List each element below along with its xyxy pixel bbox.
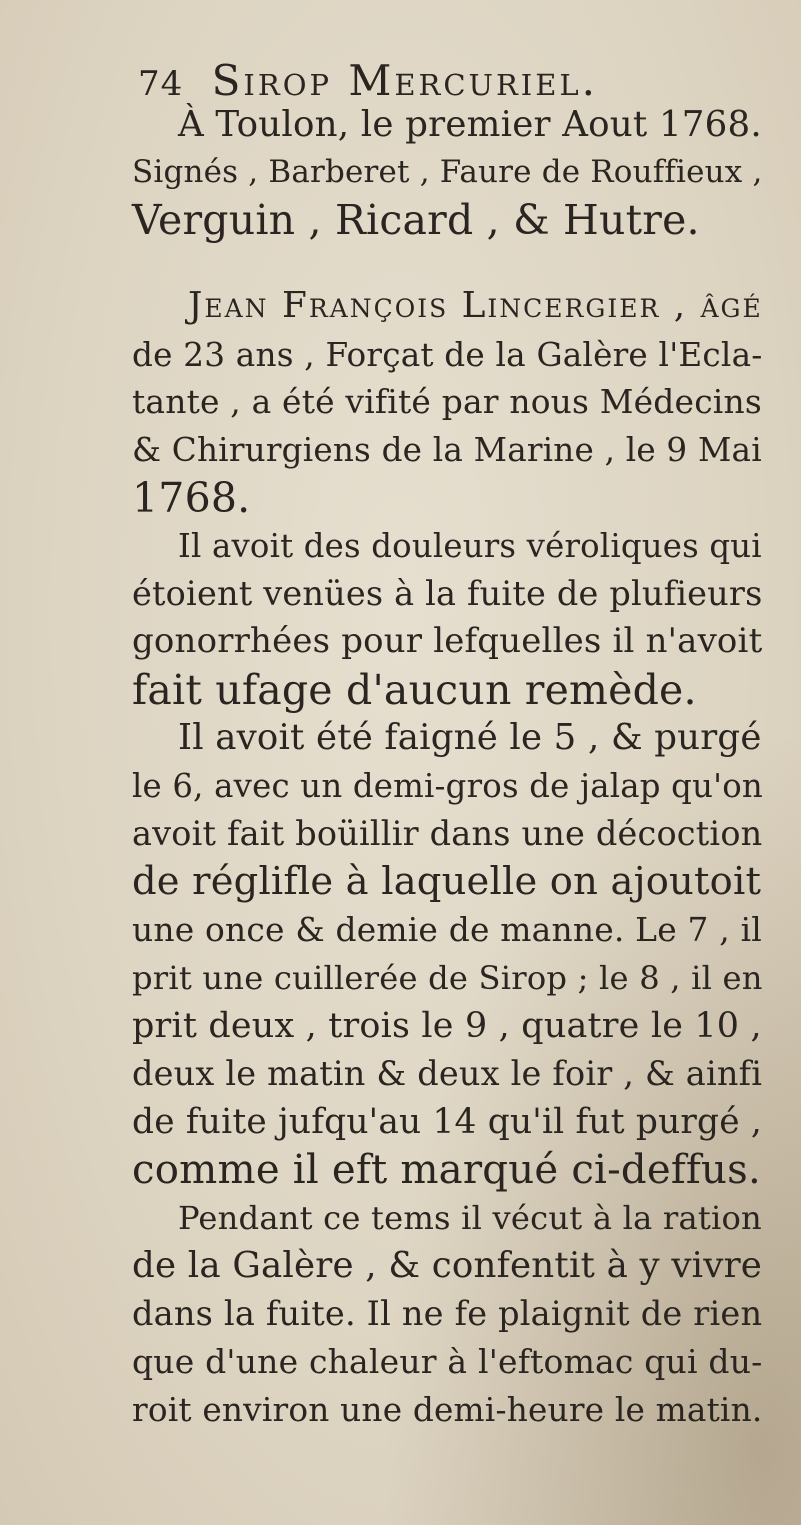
text-line: prit deux , trois le 9 , quatre le 10 , (132, 1006, 762, 1046)
text-line: À Toulon, le premier Aout 1768. (178, 104, 762, 145)
text-line: comme il eft marqué ci-deffus. (132, 1147, 761, 1193)
text-line: de fuite jufqu'au 14 qu'il fut purgé , (132, 1102, 763, 1142)
text-line: de la Galère , & confentit à y vivre (132, 1245, 763, 1286)
text-line: Pendant ce tems il vécut à la ration (178, 1199, 762, 1237)
text-line: prit une cuillerée de Sirop ; le 8 , il en (132, 959, 763, 997)
text-line: deux le matin & deux le foir , & ainfi (132, 1054, 763, 1093)
text-line: Il avoit été faigné le 5 , & purgé (178, 717, 762, 758)
text-line: Il avoit des douleurs véroliques qui (178, 527, 762, 565)
text-line: que d'une chaleur à l'eftomac qui du- (132, 1342, 763, 1381)
running-title: Sirop Mercuriel. (211, 56, 599, 105)
text-line: étoient venües à la fuite de plufieurs (132, 574, 763, 613)
text-line: Jean François Lincergier , âgé (188, 285, 763, 326)
text-line: Verguin , Ricard , & Hutre. (132, 196, 700, 244)
text-line: 1768. (132, 474, 251, 522)
text-line: avoit fait boüillir dans une décoction (132, 814, 763, 853)
text-line: Signés , Barberet , Faure de Rouffieux , (132, 154, 763, 190)
text-line: tante , a été vifité par nous Médecins (132, 382, 762, 421)
text-line: fait ufage d'aucun remède. (132, 666, 697, 714)
page-number: 74 (138, 64, 184, 104)
text-line: dans la fuite. Il ne fe plaignit de rien (132, 1294, 763, 1333)
text-line: le 6, avec un demi-gros de jalap qu'on (132, 767, 763, 805)
text-line: de 23 ans , Forçat de la Galère l'Ecla- (132, 336, 763, 374)
text-line: & Chirurgiens de la Marine , le 9 Mai (132, 431, 762, 469)
text-line: roit environ une demi-heure le matin. (132, 1391, 763, 1429)
text-line: de réglifle à laquelle on ajoutoit (132, 859, 762, 904)
text-line: gonorrhées pour lefquelles il n'avoit (132, 622, 763, 661)
text-line: une once & demie de manne. Le 7 , il (132, 910, 762, 949)
